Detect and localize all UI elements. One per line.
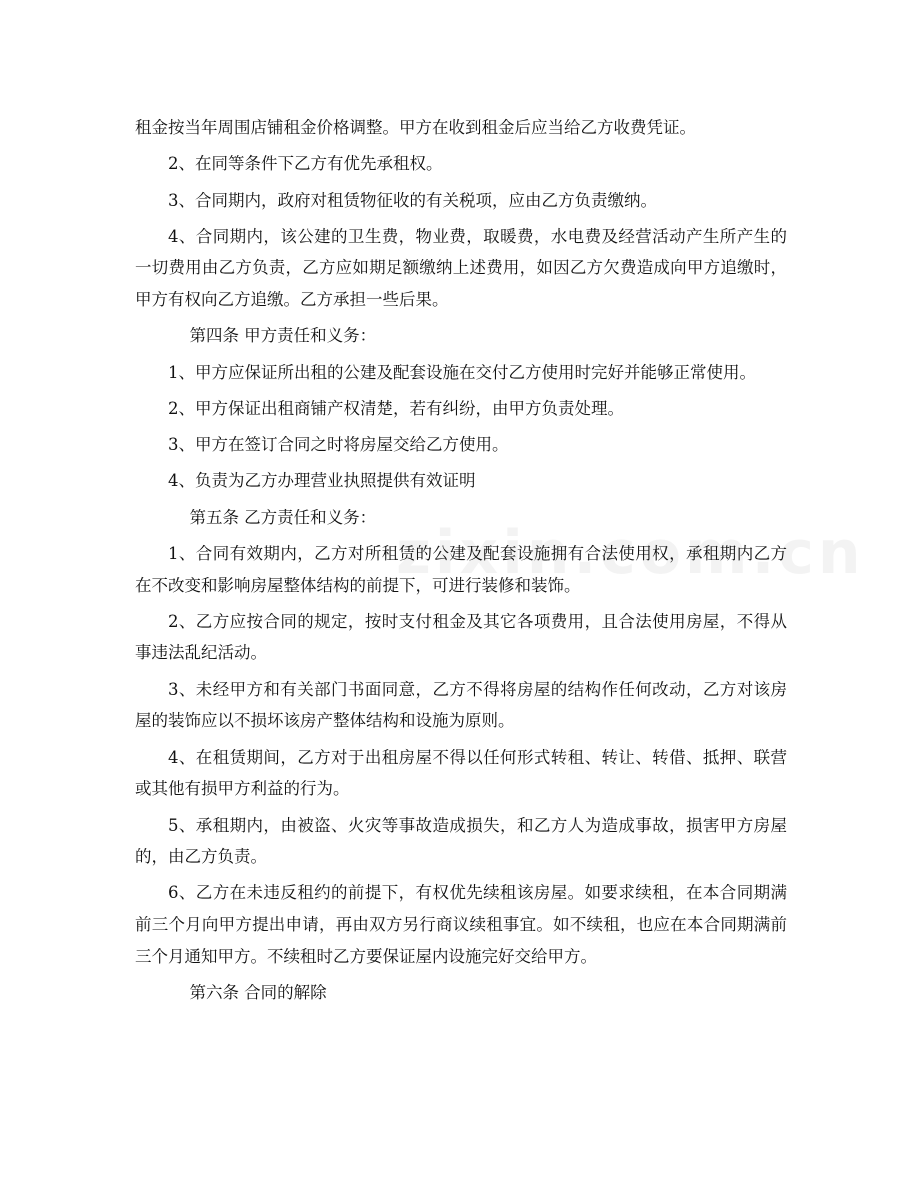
paragraph-article-4-item-4: 4、负责为乙方办理营业执照提供有效证明 (168, 471, 476, 491)
section-heading-article-4: 第四条 甲方责任和义务： (189, 326, 377, 346)
paragraph-article-5-item-5: 5、承租期内，由被盗、火灾等事故造成损失，和乙方人为造成事故，损害甲方房屋的，由乙方负责。 (135, 815, 787, 867)
paragraph-article-5-item-3: 3、未经甲方和有关部门书面同意，乙方不得将房屋的结构作任何改动，乙方对该房屋的装饰应以不损坏该房产整体结构和设施为原则。 (135, 679, 787, 731)
paragraph-article-4-item-1: 1、甲方应保证所出租的公建及配套设施在交付乙方使用时完好并能够正常使用。 (168, 362, 756, 382)
section-heading-article-5: 第五条 乙方责任和义务： (189, 507, 377, 527)
paragraph-fees: 4、合同期内，该公建的卫生费，物业费，取暖费，水电费及经营活动产生所产生的一切费用由乙方负责，乙方应如期足额缴纳上述费用，如因乙方欠费造成向甲方追缴时，甲方有权向乙方追缴。乙方承担一些后果。 (135, 226, 787, 310)
paragraph-article-4-item-2: 2、甲方保证出租商铺产权清楚，若有纠纷，由甲方负责处理。 (168, 398, 624, 418)
paragraph-article-5-item-6: 6、乙方在未违反租约的前提下，有权优先续租该房屋。如要求续租，在本合同期满前三个月向甲方提出申请，再由双方另行商议续租事宜。如不续租，也应在本合同期满前三个月通知甲方。不续租时乙方要保证屋内设施完好交给甲方。 (135, 883, 787, 966)
paragraph-article-5-item-2: 2、乙方应按合同的规定，按时支付租金及其它各项费用，且合法使用房屋，不得从事违法乱纪活动。 (135, 611, 787, 663)
paragraph-article-5-item-4: 4、在租赁期间，乙方对于出租房屋不得以任何形式转租、转让、转借、抵押、联营或其他有损甲方利益的行为。 (135, 747, 787, 799)
paragraph-article-5-item-1: 1、合同有效期内，乙方对所租赁的公建及配套设施拥有合法使用权，承租期内乙方在不改变和影响房屋整体结构的前提下，可进行装修和装饰。 (135, 544, 787, 595)
section-heading-article-6: 第六条 合同的解除 (189, 982, 327, 1002)
paragraph-article-4-item-3: 3、甲方在签订合同之时将房屋交给乙方使用。 (168, 435, 509, 455)
document-body (135, 112, 787, 1013)
paragraph-priority-lease: 2、在同等条件下乙方有优先承租权。 (168, 154, 443, 174)
paragraph-taxes: 3、合同期内，政府对租赁物征收的有关税项，应由乙方负责缴纳。 (168, 190, 657, 210)
paragraph-rent-adjustment: 租金按当年周围店铺租金价格调整。甲方在收到租金后应当给乙方收费凭证。 (135, 118, 696, 137)
